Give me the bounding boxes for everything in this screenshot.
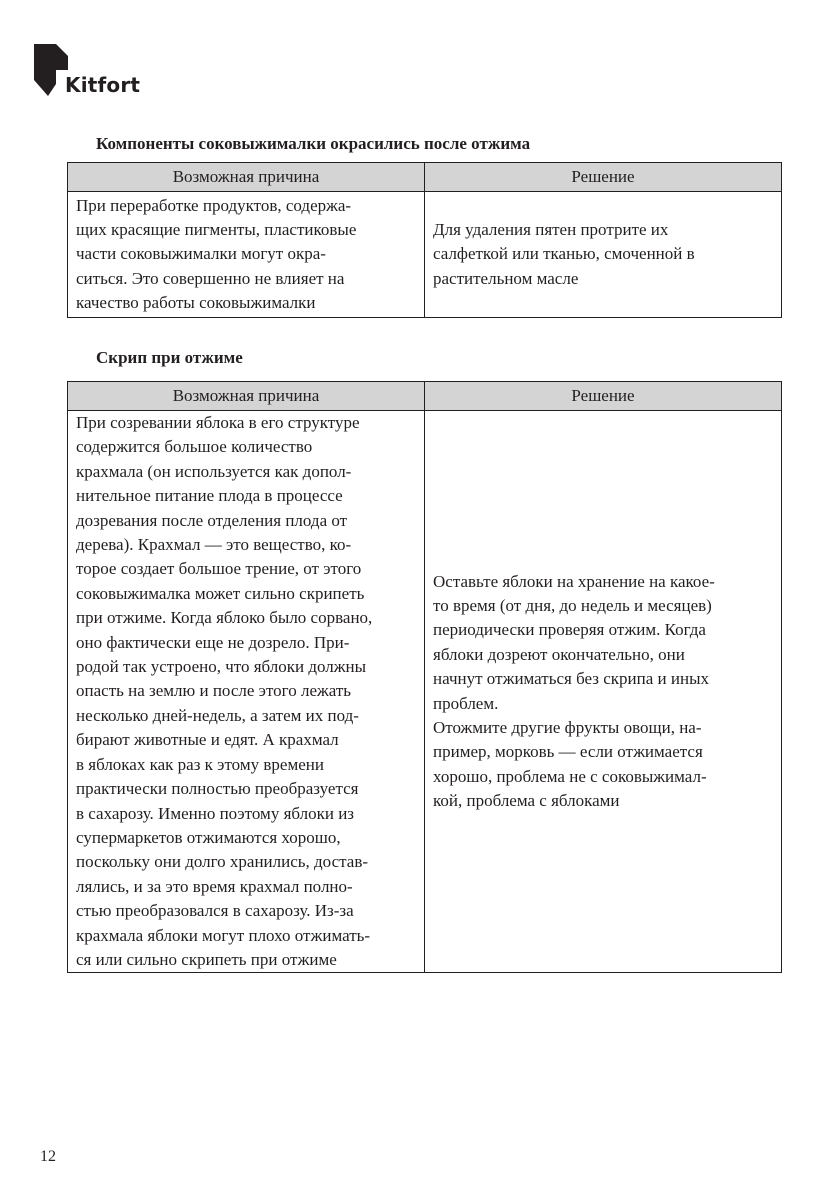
- page-number: 12: [40, 1148, 56, 1165]
- cause-line: поскольку они долго хранились, достав-: [76, 852, 369, 872]
- header-cause: Возможная причина: [68, 382, 425, 411]
- cause-line: ся или сильно скрипеть при отжиме: [76, 949, 337, 969]
- solution-cell: [425, 192, 782, 318]
- solution-line: салфеткой или тканью, смоченной в: [433, 244, 695, 264]
- cause-line: нительное питание плода в процессе: [76, 486, 343, 506]
- cause-line: ситься. Это совершенно не влияет на: [76, 268, 345, 288]
- header-cause: Возможная причина: [68, 163, 425, 192]
- troubleshooting-table-staining: [67, 162, 782, 318]
- cause-line: несколько дней-недель, а затем их под-: [76, 705, 359, 725]
- table-header-row: [68, 382, 782, 411]
- cause-line: содержится большое количество: [76, 437, 313, 457]
- cause-line: торое создает большое трение, от этого: [76, 559, 362, 579]
- solution-line: кой, проблема с яблоками: [433, 791, 620, 811]
- cause-line: дозревания после отделения плода от: [76, 510, 348, 530]
- cause-line: крахмала (он используется как допол-: [76, 461, 352, 481]
- cause-line: родой так устроено, что яблоки должны: [76, 657, 367, 677]
- cause-line: соковыжималка может сильно скрипеть: [76, 583, 365, 603]
- brand-name: Kitfort: [65, 73, 141, 97]
- solution-line: Для удаления пятен протрите их: [433, 220, 669, 240]
- solution-line: растительном масле: [433, 268, 579, 288]
- cause-line: части соковыжималки могут окра-: [76, 244, 326, 264]
- header-solution: Решение: [425, 163, 782, 192]
- cause-cell: [68, 192, 425, 318]
- solution-line: пример, морковь — если отжимается: [433, 742, 703, 762]
- cause-line: в яблоках как раз к этому времени: [76, 754, 324, 774]
- solution-line: начнут отжиматься без скрипа и иных: [433, 669, 709, 689]
- cause-line: дерева). Крахмал — это вещество, ко-: [76, 535, 352, 555]
- cause-line: стью преобразовался в сахарозу. Из-за: [76, 901, 354, 921]
- cause-line: при отжиме. Когда яблоко было сорвано,: [76, 608, 373, 628]
- cause-line: лялись, и за это время крахмал полно-: [76, 876, 353, 896]
- cause-line: опасть на землю и после этого лежать: [76, 681, 352, 701]
- troubleshooting-table-squeak: [67, 381, 782, 973]
- cause-cell: [68, 411, 425, 973]
- cause-line: крахмала яблоки могут плохо отжимать-: [76, 925, 371, 945]
- cause-line: супермаркетов отжимаются хорошо,: [76, 827, 341, 847]
- solution-line: яблоки дозреют окончательно, они: [433, 644, 685, 664]
- solution-line: периодически проверяя отжим. Когда: [433, 620, 706, 640]
- cause-line: оно фактически еще не дозрело. При-: [76, 632, 350, 652]
- cause-line: При переработке продуктов, содержа-: [76, 195, 352, 215]
- solution-line: Оставьте яблоки на хранение на какое-: [433, 571, 715, 591]
- table-row: [68, 411, 782, 973]
- cause-line: щих красящие пигменты, пластиковые: [76, 220, 357, 240]
- table-header-row: [68, 163, 782, 192]
- section-title-staining: Компоненты соковыжималки окрасились после отжима: [96, 134, 531, 153]
- table-row: [68, 192, 782, 318]
- solution-line: проблем.: [433, 693, 499, 713]
- solution-line: хорошо, проблема не с соковыжимал-: [433, 766, 707, 786]
- cause-line: качество работы соковыжималки: [76, 292, 316, 312]
- kitfort-logo: [34, 44, 140, 96]
- solution-line: Отожмите другие фрукты овощи, на-: [433, 718, 702, 738]
- cause-line: бирают животные и едят. А крахмал: [76, 730, 339, 750]
- cause-line: в сахарозу. Именно поэтому яблоки из: [76, 803, 355, 823]
- kitfort-logo-icon: [34, 44, 68, 96]
- cause-line: При созревании яблока в его структуре: [76, 413, 360, 432]
- section-title-squeak: Скрип при отжиме: [96, 348, 243, 367]
- header-solution: Решение: [425, 382, 782, 411]
- cause-line: практически полностью преобразуется: [76, 779, 359, 799]
- solution-line: то время (от дня, до недель и месяцев): [433, 596, 712, 616]
- solution-cell: [425, 411, 782, 973]
